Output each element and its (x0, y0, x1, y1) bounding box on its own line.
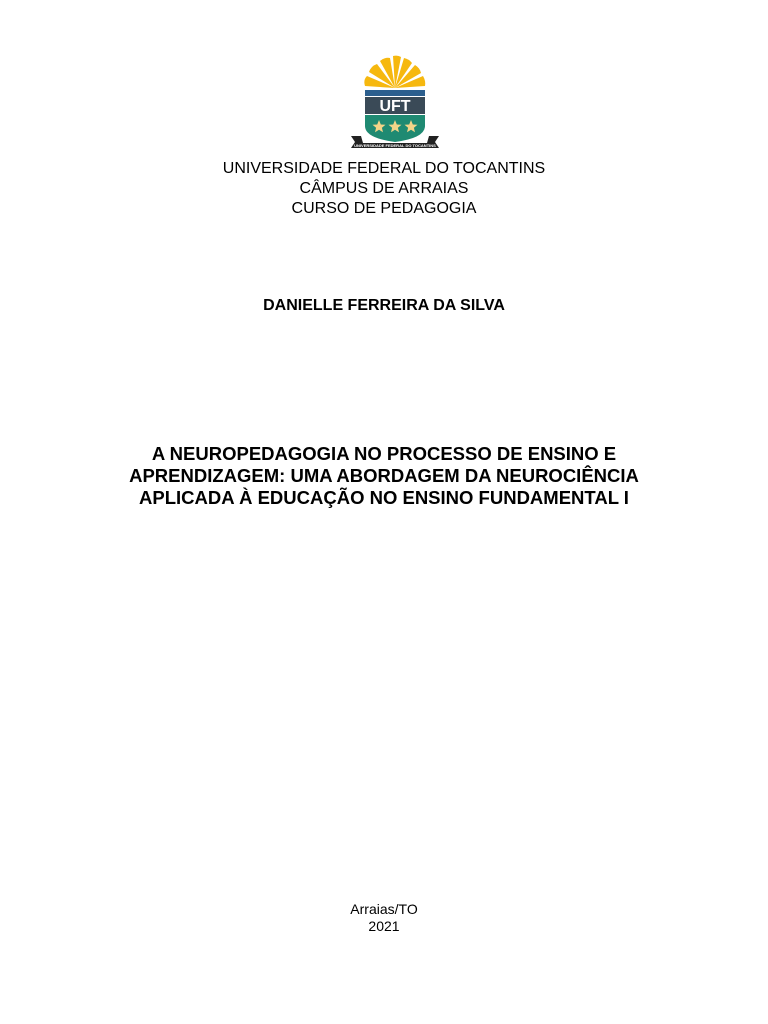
author-name: DANIELLE FERREIRA DA SILVA (263, 297, 505, 314)
university-name: UNIVERSIDADE FEDERAL DO TOCANTINS (222, 160, 546, 177)
logo-letters: UFT (379, 98, 411, 115)
logo-ribbon-text: UNIVERSIDADE FEDERAL DO TOCANTINS (354, 143, 436, 148)
institution-header (0, 159, 768, 219)
campus-name: CÂMPUS DE ARRAIAS (299, 180, 469, 197)
place-and-year (0, 901, 768, 935)
uft-logo-graphic (349, 50, 441, 154)
course-name: CURSO DE PEDAGOGIA (291, 200, 477, 217)
title-line-3: APLICADA À EDUCAÇÃO NO ENSINO FUNDAMENTAL I (139, 487, 629, 508)
title-line-1: A NEUROPEDAGOGIA NO PROCESSO DE ENSINO E (151, 443, 617, 464)
title-line-2: APRENDIZAGEM: UMA ABORDAGEM DA NEUROCIÊNCIA (129, 465, 639, 486)
year: 2021 (368, 918, 400, 934)
thesis-title (0, 443, 768, 509)
sun-rays (364, 56, 425, 88)
uft-logo (349, 50, 441, 154)
city: Arraias/TO (350, 901, 418, 917)
